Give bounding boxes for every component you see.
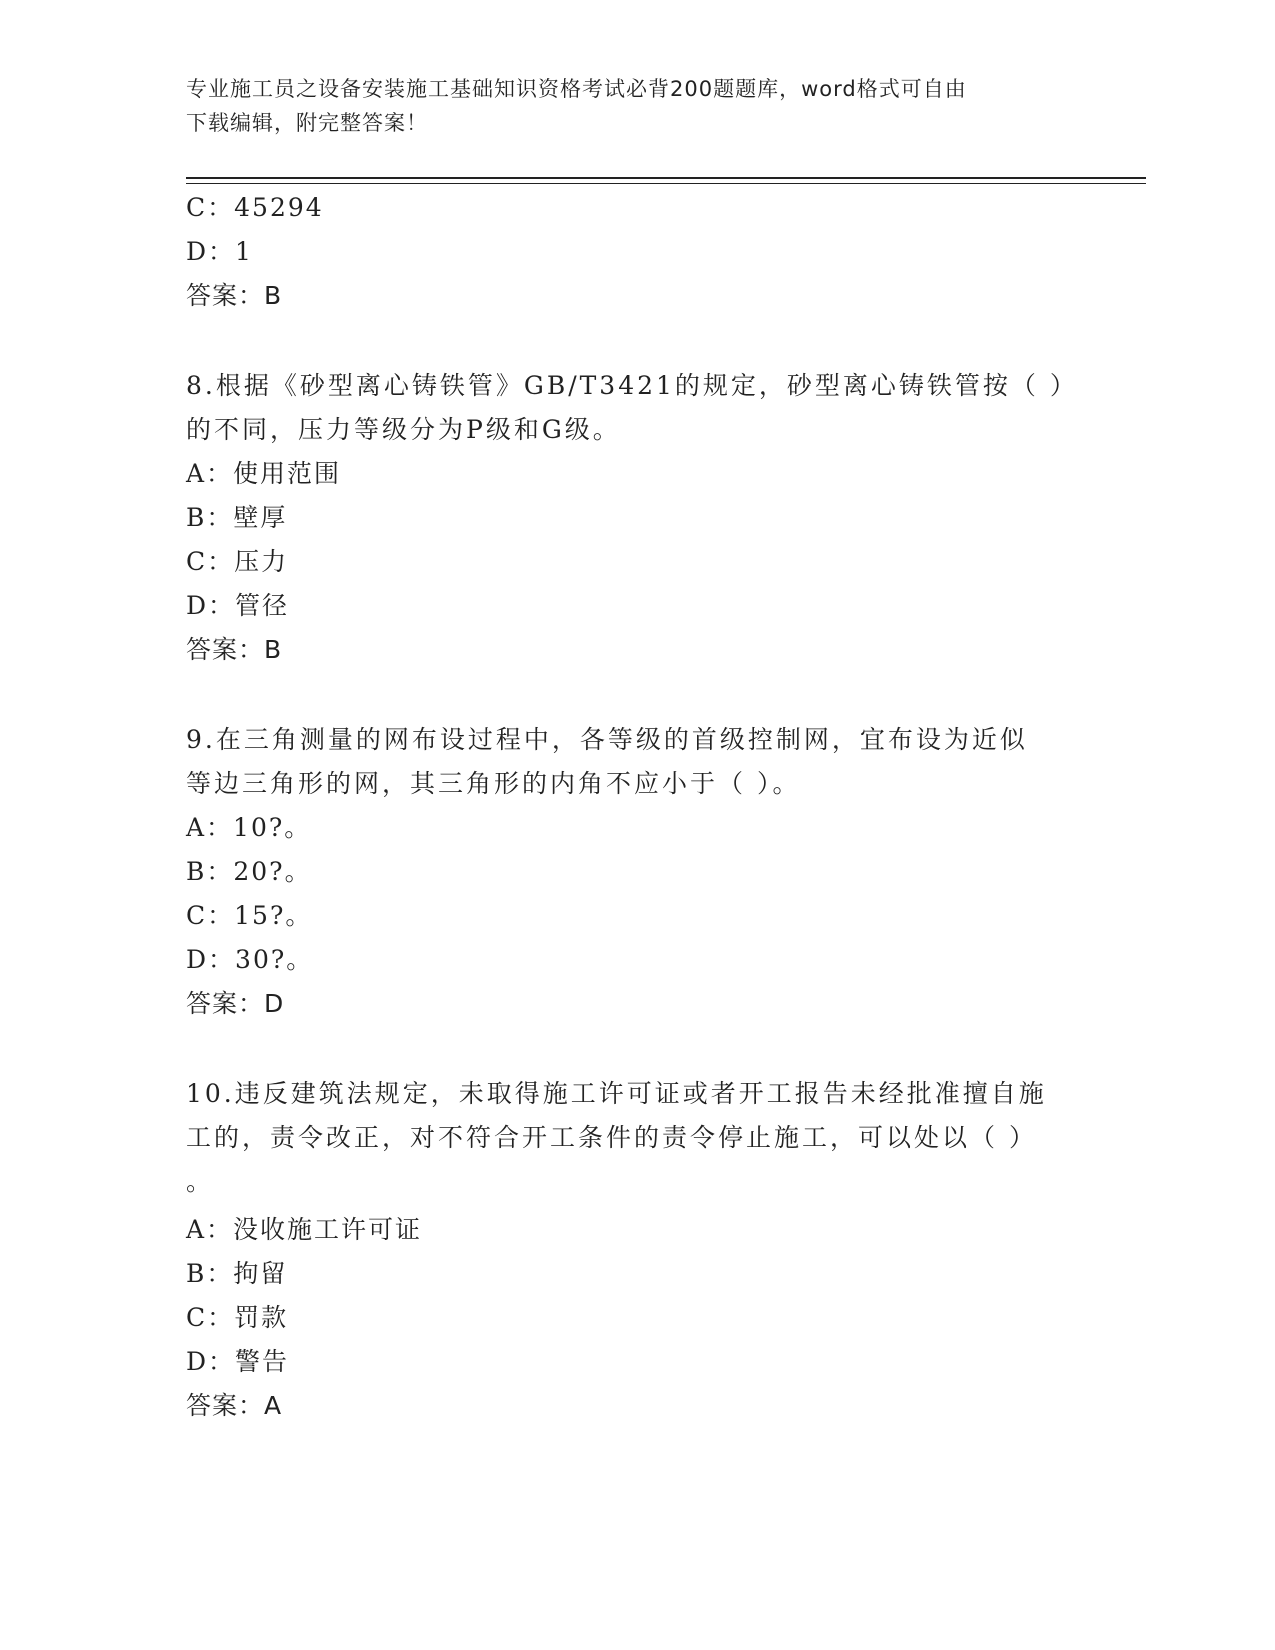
- q9-option-a: A：10?。: [186, 813, 312, 842]
- prev-answer: 答案：B: [186, 281, 283, 310]
- q8-answer: 答案：B: [186, 635, 283, 664]
- header-rule-thin: [186, 183, 1146, 184]
- q8-option-b: B：壁厚: [186, 503, 288, 532]
- q10-option-c: C：罚款: [186, 1303, 289, 1332]
- q9-option-b: B：20?。: [186, 857, 312, 886]
- q9-text-line-2: 等边三角形的网，其三角形的内角不应小于（ ）。: [186, 769, 801, 798]
- q9-option-c: C：15?。: [186, 901, 313, 930]
- q8-option-a: A：使用范围: [186, 459, 342, 488]
- q10-text-line-3: 。: [186, 1167, 215, 1196]
- q10-option-b: B：拘留: [186, 1259, 288, 1288]
- q8-option-d: D：管径: [186, 591, 290, 620]
- q10-text-line-2: 工的，责令改正，对不符合开工条件的责令停止施工，可以处以（ ）: [186, 1123, 1037, 1152]
- q10-text-line-1: 10.违反建筑法规定，未取得施工许可证或者开工报告未经批准擅自施: [186, 1079, 1047, 1108]
- header-line-2: 下载编辑，附完整答案！: [186, 111, 428, 135]
- q10-answer: 答案：A: [186, 1391, 283, 1420]
- header-line-1: 专业施工员之设备安装施工基础知识资格考试必背200题题库，word格式可自由: [186, 77, 967, 101]
- q9-text-line-1: 9.在三角测量的网布设过程中，各等级的首级控制网，宜布设为近似: [186, 725, 1028, 754]
- q10-option-a: A：没收施工许可证: [186, 1215, 423, 1244]
- q10-option-d: D：警告: [186, 1347, 290, 1376]
- q8-text-line-2: 的不同，压力等级分为P级和G级。: [186, 415, 621, 444]
- prev-option-d: D：1: [186, 237, 253, 266]
- q8-option-c: C：压力: [186, 547, 289, 576]
- header-rule-thick: [186, 177, 1146, 179]
- q9-answer: 答案：D: [186, 989, 285, 1018]
- prev-option-c: C：45294: [186, 193, 324, 222]
- document-header: [186, 72, 1066, 140]
- q9-option-d: D：30?。: [186, 945, 314, 974]
- q8-text-line-1: 8.根据《砂型离心铸铁管》GB/T3421的规定，砂型离心铸铁管按（ ）: [186, 371, 1078, 400]
